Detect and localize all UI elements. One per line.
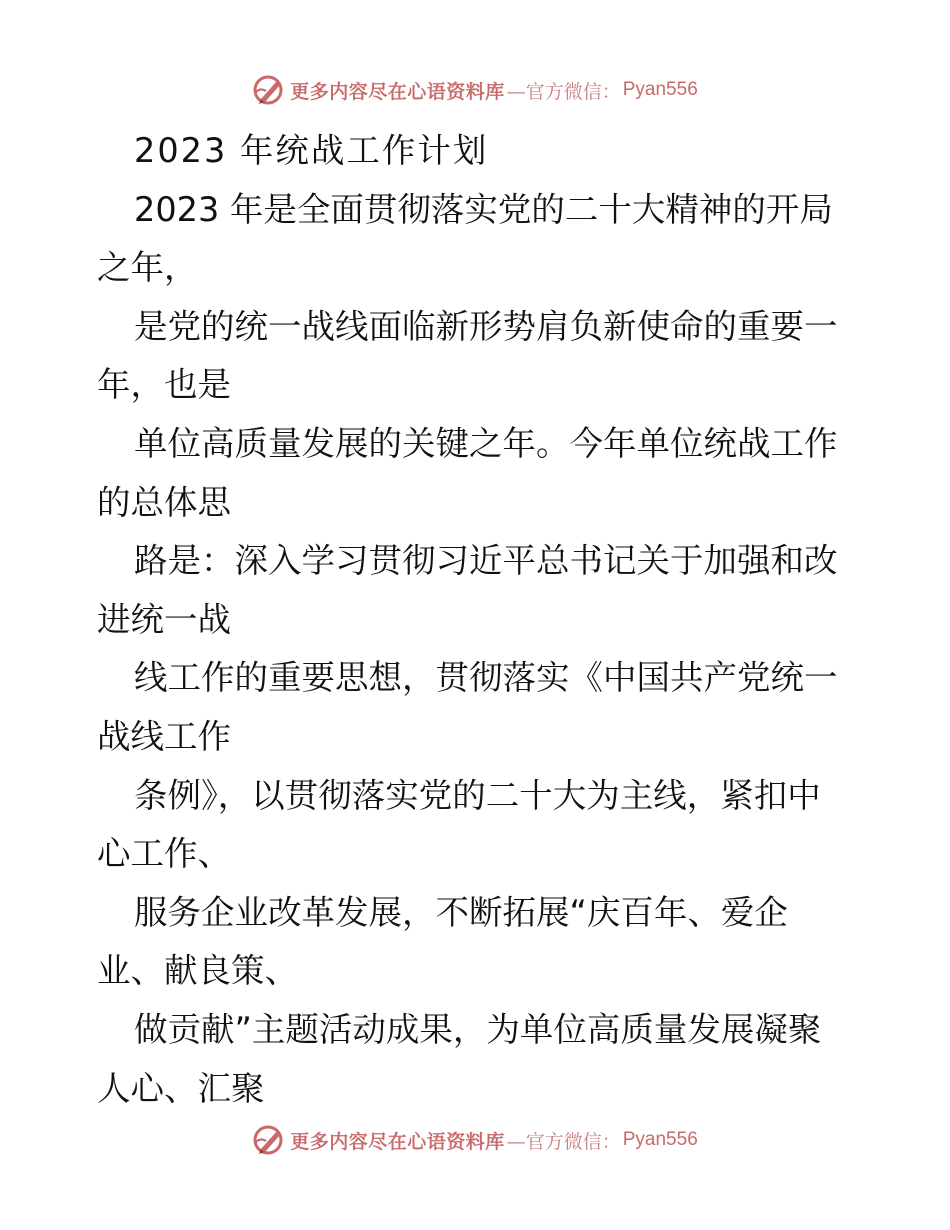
banner-wechat-id: Pyan556 <box>622 79 698 100</box>
pen-logo-icon <box>252 1123 286 1157</box>
paragraph-line: 线工作的重要思想，贯彻落实《中国共产党统一 <box>134 658 838 698</box>
banner-contact-text: —官方微信： <box>506 80 621 103</box>
paragraph-line: 服务企业改革发展，不断拓展“庆百年、爱企 <box>134 892 788 932</box>
paragraph-line: 条例》，以贯彻落实党的二十大为主线，紧扣中 <box>134 775 821 815</box>
paragraph-line: 的总体思 <box>97 482 231 522</box>
banner-brand-text: 更多内容尽在心语资料库 <box>290 1130 505 1153</box>
paragraph-line: 做贡献”主题活动成果，为单位高质量发展凝聚 <box>134 1009 822 1049</box>
banner-wechat-id: Pyan556 <box>622 1129 698 1150</box>
paragraph-line: 之年， <box>97 248 198 288</box>
paragraph-line: 人心、汇聚 <box>97 1068 265 1108</box>
paragraph-line: 业、献良策、 <box>97 951 298 991</box>
banner-brand-text: 更多内容尽在心语资料库 <box>290 80 505 103</box>
footer-banner <box>0 1120 950 1160</box>
banner-contact-text: —官方微信： <box>506 1130 621 1153</box>
paragraph-line: 是党的统一战线面临新形势肩负新使命的重要一 <box>134 306 838 346</box>
document-title: 2023 年统战工作计划 <box>134 131 489 170</box>
paragraph-line: 年，也是 <box>97 365 231 405</box>
paragraph-line: 2023 年是全面贯彻落实党的二十大精神的开局 <box>134 189 833 229</box>
pen-logo-icon <box>252 73 286 107</box>
document-body <box>97 122 857 1118</box>
paragraph-line: 战线工作 <box>97 716 231 756</box>
paragraph-line: 路是：深入学习贯彻习近平总书记关于加强和改 <box>134 541 838 581</box>
paragraph-line: 进统一战 <box>97 599 231 639</box>
header-banner <box>0 70 950 110</box>
paragraph-line: 心工作、 <box>97 834 231 874</box>
paragraph-line: 单位高质量发展的关键之年。今年单位统战工作 <box>134 423 838 463</box>
